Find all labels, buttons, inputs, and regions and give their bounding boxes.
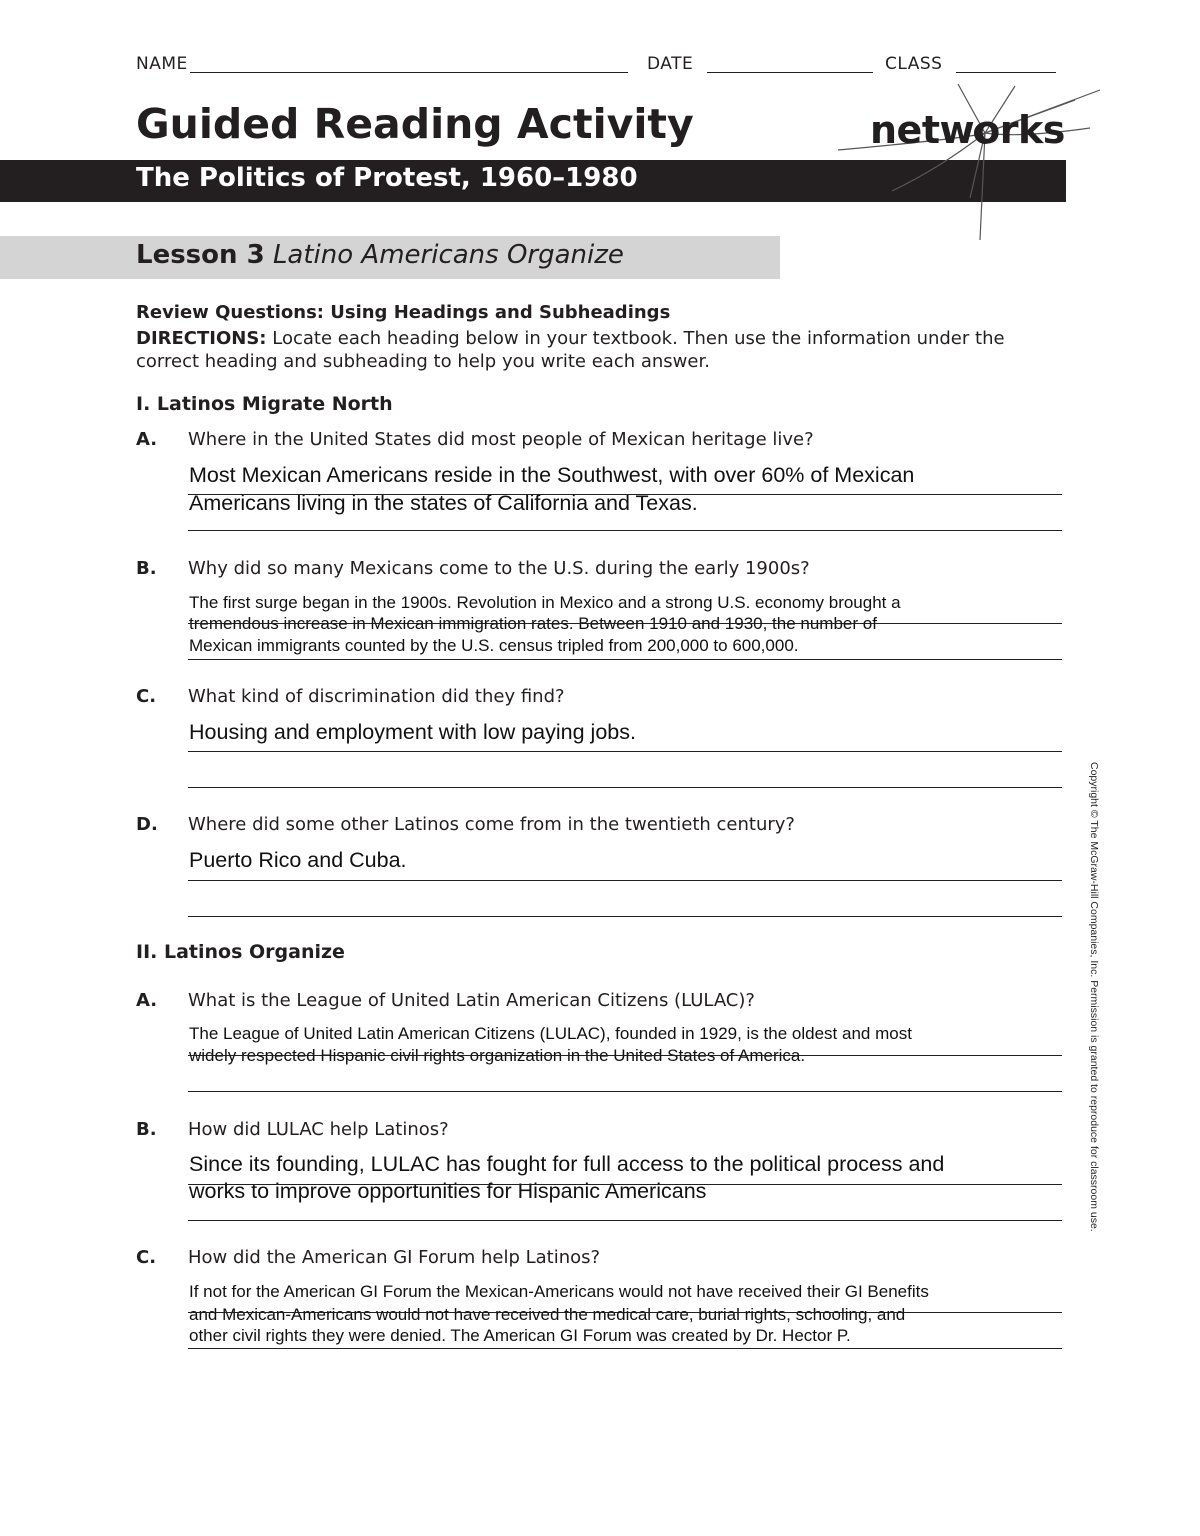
answer-rule — [188, 880, 1062, 881]
question-letter: D. — [136, 814, 158, 835]
answer-rule — [188, 1348, 1062, 1349]
question-letter: A. — [136, 429, 158, 450]
date-field[interactable] — [707, 72, 873, 73]
answer-rule — [188, 787, 1062, 788]
answer-rule — [188, 1184, 1062, 1185]
page-title: Guided Reading Activity — [136, 100, 694, 148]
answer-rule — [188, 916, 1062, 917]
copyright-notice: Copyright © The McGraw-Hill Companies, Inc. Permission is granted to reproduce for classroom use. — [1088, 762, 1100, 1232]
section-heading: I. Latinos Migrate North — [136, 393, 393, 415]
date-label: DATE — [647, 54, 694, 74]
question-text: Why did so many Mexicans come to the U.S. during the early 1900s? — [188, 558, 810, 579]
answer-line[interactable]: Since its founding, LULAC has fought for full access to the political process and — [189, 1152, 945, 1176]
question-letter: B. — [136, 1119, 157, 1140]
answer-line[interactable]: If not for the American GI Forum the Mexican-Americans would not have received their GI Benefits — [189, 1282, 929, 1301]
answer-rule — [188, 1220, 1062, 1221]
name-field[interactable] — [190, 72, 628, 73]
answer-line[interactable]: Housing and employment with low paying jobs. — [189, 720, 636, 744]
answer-rule — [188, 751, 1062, 752]
lesson-name: Latino Americans Organize — [272, 240, 624, 270]
answer-rule — [188, 623, 1062, 624]
answer-line[interactable]: Americans living in the states of California and Texas. — [189, 491, 698, 515]
question-text: Where did some other Latinos come from in the twentieth century? — [188, 814, 795, 835]
question-letter: A. — [136, 990, 158, 1011]
class-label: CLASS — [885, 54, 943, 74]
answer-rule — [188, 659, 1062, 660]
question-letter: C. — [136, 1247, 157, 1268]
starburst-logo-icon — [830, 78, 1110, 243]
answer-line[interactable]: Puerto Rico and Cuba. — [189, 848, 407, 872]
answer-rule — [188, 530, 1062, 531]
unit-title: The Politics of Protest, 1960–1980 — [136, 163, 638, 193]
class-field[interactable] — [956, 72, 1056, 73]
question-text: How did the American GI Forum help Latinos? — [188, 1247, 601, 1268]
answer-line[interactable]: tremendous increase in Mexican immigration rates. Between 1910 and 1930, the number of — [189, 614, 877, 633]
answer-rule — [188, 1055, 1062, 1056]
review-heading: Review Questions: Using Headings and Subheadings — [136, 302, 671, 323]
answer-line[interactable]: Mexican immigrants counted by the U.S. census tripled from 200,000 to 600,000. — [189, 636, 799, 655]
lesson-heading — [136, 240, 624, 270]
name-label: NAME — [136, 54, 188, 74]
lesson-number: Lesson 3 — [136, 240, 265, 270]
answer-line[interactable]: The League of United Latin American Citizens (LULAC), founded in 1929, is the oldest and most — [189, 1024, 912, 1043]
answer-line[interactable]: Most Mexican Americans reside in the Southwest, with over 60% of Mexican — [189, 463, 915, 487]
answer-line[interactable]: and Mexican-Americans would not have received the medical care, burial rights, schooling, and — [189, 1305, 906, 1324]
answer-line[interactable]: other civil rights they were denied. The American GI Forum was created by Dr. Hector P. — [189, 1326, 851, 1345]
answer-rule — [188, 1091, 1062, 1092]
question-text: How did LULAC help Latinos? — [188, 1119, 449, 1140]
networks-logo: networks — [870, 108, 1065, 152]
answer-line[interactable]: widely respected Hispanic civil rights organization in the United States of America. — [189, 1046, 806, 1065]
question-letter: B. — [136, 558, 157, 579]
question-text: Where in the United States did most people of Mexican heritage live? — [188, 429, 814, 450]
answer-line[interactable]: works to improve opportunities for Hispanic Americans — [189, 1179, 707, 1203]
answer-rule — [188, 494, 1062, 495]
directions — [136, 327, 1066, 373]
question-text: What is the League of United Latin American Citizens (LULAC)? — [188, 990, 755, 1011]
directions-label: DIRECTIONS: — [136, 328, 267, 349]
question-letter: C. — [136, 686, 157, 707]
section-heading: II. Latinos Organize — [136, 941, 345, 963]
answer-rule — [188, 1312, 1062, 1313]
question-text: What kind of discrimination did they find? — [188, 686, 565, 707]
directions-text: Locate each heading below in your textbook. Then use the information under the correct heading and subheading to help you write each answer. — [136, 328, 1005, 372]
answer-line[interactable]: The first surge began in the 1900s. Revolution in Mexico and a strong U.S. economy brought a — [189, 593, 901, 612]
